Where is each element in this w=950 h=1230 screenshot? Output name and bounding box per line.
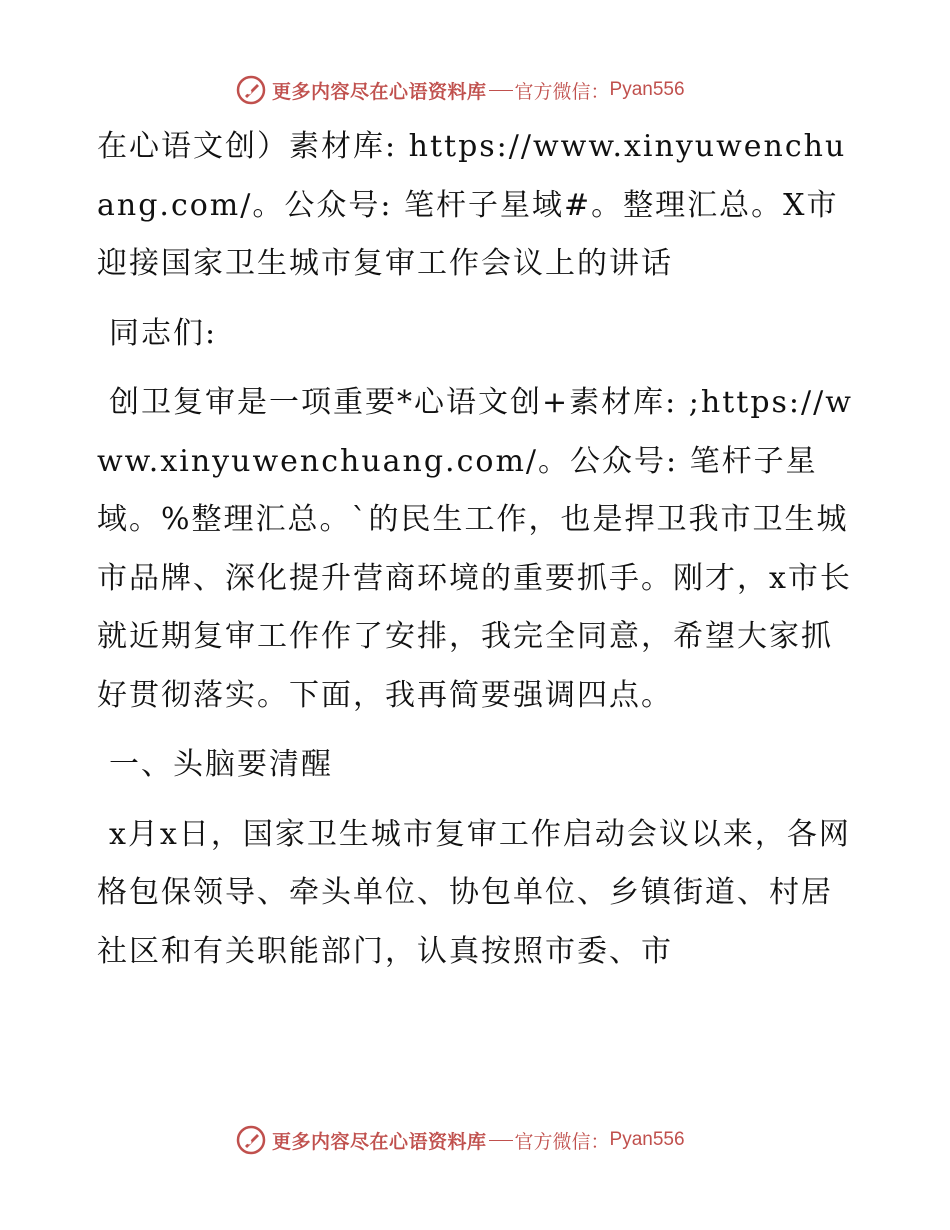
watermark-wechat-id: Pyan556	[609, 79, 685, 100]
watermark-dash	[489, 90, 513, 91]
section-heading-1: 一、头脑要清醒	[109, 747, 333, 782]
watermark-dash	[489, 1140, 513, 1141]
watermark-official-label: 官方微信：	[514, 1130, 610, 1153]
pen-logo-icon	[236, 75, 266, 105]
paragraph-main: 创卫复审是一项重要*心语文创+素材库: ;https://www.xinyuwenchuang.com/。公众号: 笔杆子星域。%整理汇总。`的民生工作，也是捍卫我市卫生城市品牌、深化提升营商环境的重要抓手。刚才，x市长就近期复审工作作了安排，我完全同意，希望大家抓好贯彻落实。下面，我再简要强调四点。	[97, 385, 853, 713]
pen-logo-icon	[236, 1125, 266, 1155]
paragraph-greeting: 同志们:	[109, 315, 218, 351]
paragraph-intro: 在心语文创）素材库: https://www.xinyuwenchuang.com/。公众号: 笔杆子星域#。整理汇总。X市迎接国家卫生城市复审工作会议上的讲话	[97, 129, 847, 281]
watermark-official-label: 官方微信：	[514, 80, 610, 103]
watermark-wechat-id: Pyan556	[609, 1129, 685, 1150]
watermark-brand-text: 更多内容尽在心语资料库	[272, 80, 487, 103]
footer-watermark	[236, 1123, 685, 1157]
paragraph-section-1: x月x日，国家卫生城市复审工作启动会议以来，各网格包保领导、牵头单位、协包单位、乡镇街道、村居社区和有关职能部门，认真按照市委、市	[97, 816, 851, 969]
watermark-brand-text: 更多内容尽在心语资料库	[272, 1130, 487, 1153]
document-body	[97, 118, 859, 992]
header-watermark	[236, 73, 685, 107]
